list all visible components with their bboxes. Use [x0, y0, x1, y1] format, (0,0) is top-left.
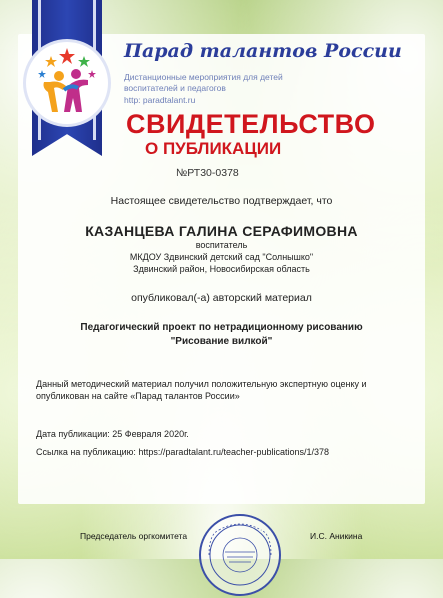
confirm-text: Настоящее свидетельство подтверждает, что	[110, 195, 333, 207]
logo	[26, 42, 108, 124]
brand-name: Парад талантов России	[124, 40, 402, 62]
brand-subtitle: Дистанционные мероприятия для детей воспитателей и педагогов	[124, 72, 283, 93]
publication-title-line1: Педагогический проект по нетрадиционному рисованию	[80, 322, 363, 333]
brand-url: http: paradtalant.ru	[124, 95, 196, 105]
certificate-number: №РТ30-0378	[176, 167, 239, 179]
publication-date: Дата публикации: 25 Февраля 2020г.	[36, 429, 189, 439]
certificate-title: СВИДЕТЕЛЬСТВО	[126, 109, 376, 139]
published-text: опубликовал(-а) авторский материал	[131, 292, 312, 304]
stamp-seal-icon	[197, 512, 283, 598]
certificate-subtitle: О ПУБЛИКАЦИИ	[145, 139, 282, 158]
publication-title-line2: "Рисование вилкой"	[170, 336, 273, 347]
publication-description: Данный методический материал получил положительную экспертную оценку и опубликован на сайте «Парад талантов России»	[36, 379, 367, 401]
recipient-role: воспитатель	[195, 240, 248, 250]
chairman-label: Председатель оргкомитета	[80, 531, 188, 541]
publication-link: Ссылка на публикацию: https://paradtalant.ru/teacher-publications/1/378	[36, 447, 330, 457]
recipient-name: КАЗАНЦЕВА ГАЛИНА СЕРАФИМОВНА	[85, 223, 358, 239]
children-logo-icon	[26, 42, 108, 124]
chairman-name: И.С. Аникина	[310, 531, 363, 541]
recipient-region: Здвинский район, Новосибирская область	[133, 264, 310, 274]
recipient-organization: МКДОУ Здвинский детский сад "Солнышко"	[129, 252, 314, 262]
